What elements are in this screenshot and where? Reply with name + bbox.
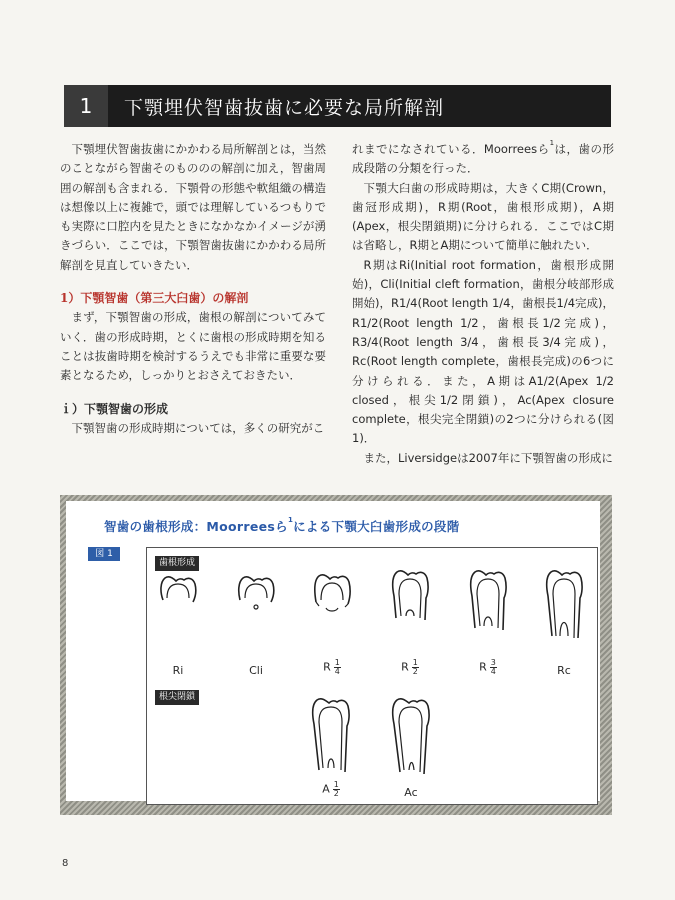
tooth-r14-icon — [313, 572, 351, 626]
tooth-cli-icon — [237, 574, 275, 618]
sub-heading: ｉ）下顎智歯の形成 — [60, 401, 169, 416]
section-header — [64, 85, 611, 127]
figure-panel — [66, 501, 600, 801]
right-column — [352, 140, 614, 468]
left-column — [60, 140, 326, 438]
section-title: 下顎埋伏智歯抜歯に必要な局所解剖 — [124, 96, 445, 119]
section-paragraph: まず，下顎智歯の形成，歯根の解剖についてみていく．歯の形成時期，とくに歯根の形成時期を知ることは抜歯時期を検討するうえでも非常に重要な要素となるため，しっかりとおさえておきたい． — [60, 310, 326, 383]
paragraph-r-period: R期はRi(Initial root formation，歯根形成開始)，Cli(Initial cleft formation，歯根分岐部形成開始)，R1/4(Root length 1/4，歯根長1/4完成)，R1/2(Root length 1/2，歯根長1/2完成)，R3/4(Root length 3/4，歯根長3/4完成)，Rc(Root length complete，歯根長完成)の6つに分けられる．また，A期はA1/2(Apex 1/2 closed，根尖1/2閉鎖)，Ac(Apex closure complete，根尖完全閉鎖)の2つに分けられる(図1)． — [352, 257, 614, 446]
section-heading: 1）下顎智歯（第三大臼歯）の解剖 — [60, 291, 249, 306]
section-number: 1 — [64, 85, 108, 127]
tooth-ac-icon — [391, 696, 431, 778]
tooth-r12-icon — [391, 568, 429, 634]
stage-label-ri: Ri — [172, 664, 184, 677]
stage-label-cli: Cli — [249, 664, 263, 677]
paragraph-liversidge: また，Liversidgeは2007年に下顎智歯の形成に — [363, 450, 613, 465]
stage-label-r12: R $\frac{1}{2}$ — [401, 658, 418, 676]
tooth-r34-icon — [469, 568, 507, 640]
intro-paragraph: 下顎埋伏智歯抜歯にかかわる局所解剖とは，当然のことながら智歯そのもののの解剖に加え，智歯周囲の解剖も含まれる．下顎骨の形態や軟組織の構造は想像以上に複雑で，頭では理解しているつもりでも実際に口腔内を見たときになかなかイメージが湧きづらい．ここでは，下顎智歯抜歯にかかわる局所解剖を見直していきたい． — [60, 142, 326, 272]
tooth-rc-icon — [545, 568, 583, 644]
stage-label-ac: Ac — [404, 786, 418, 799]
tag-root-formation: 歯根形成 — [155, 556, 199, 571]
stage-label-rc: Rc — [557, 664, 571, 677]
citation-sup: 1 — [549, 139, 555, 147]
tooth-a12-icon — [311, 696, 351, 778]
stage-label-r14: R $\frac{1}{4}$ — [323, 658, 340, 676]
stage-label-a12: A $\frac{1}{2}$ — [322, 780, 339, 798]
figure-title: 智歯の歯根形成：Moorreesら$^1$による下顎大臼歯形成の段階 — [104, 516, 460, 534]
figure-1 — [60, 495, 612, 815]
tooth-ri-icon — [159, 574, 197, 618]
stage-label-r34: R $\frac{3}{4}$ — [479, 658, 496, 676]
paragraph-stages: 下顎大臼歯の形成時期は，大きくC期(Crown，歯冠形成期)，R期(Root，歯根形成期)，A期(Apex，根尖閉鎖期)に分けられる．ここではC期は省略し，R期とA期について簡単に触れたい． — [352, 180, 614, 253]
figure-label: 図 1 — [88, 547, 120, 561]
tag-apex-closure: 根尖閉鎖 — [155, 690, 199, 705]
figure-diagram-box — [146, 547, 598, 805]
continued-paragraph: れまでになされている．Moorreesら$^1$は，歯の形成段階の分類を行った． — [352, 139, 615, 176]
page-number: 8 — [62, 858, 69, 869]
sub-paragraph: 下顎智歯の形成時期については，多くの研究がこ — [71, 420, 325, 435]
